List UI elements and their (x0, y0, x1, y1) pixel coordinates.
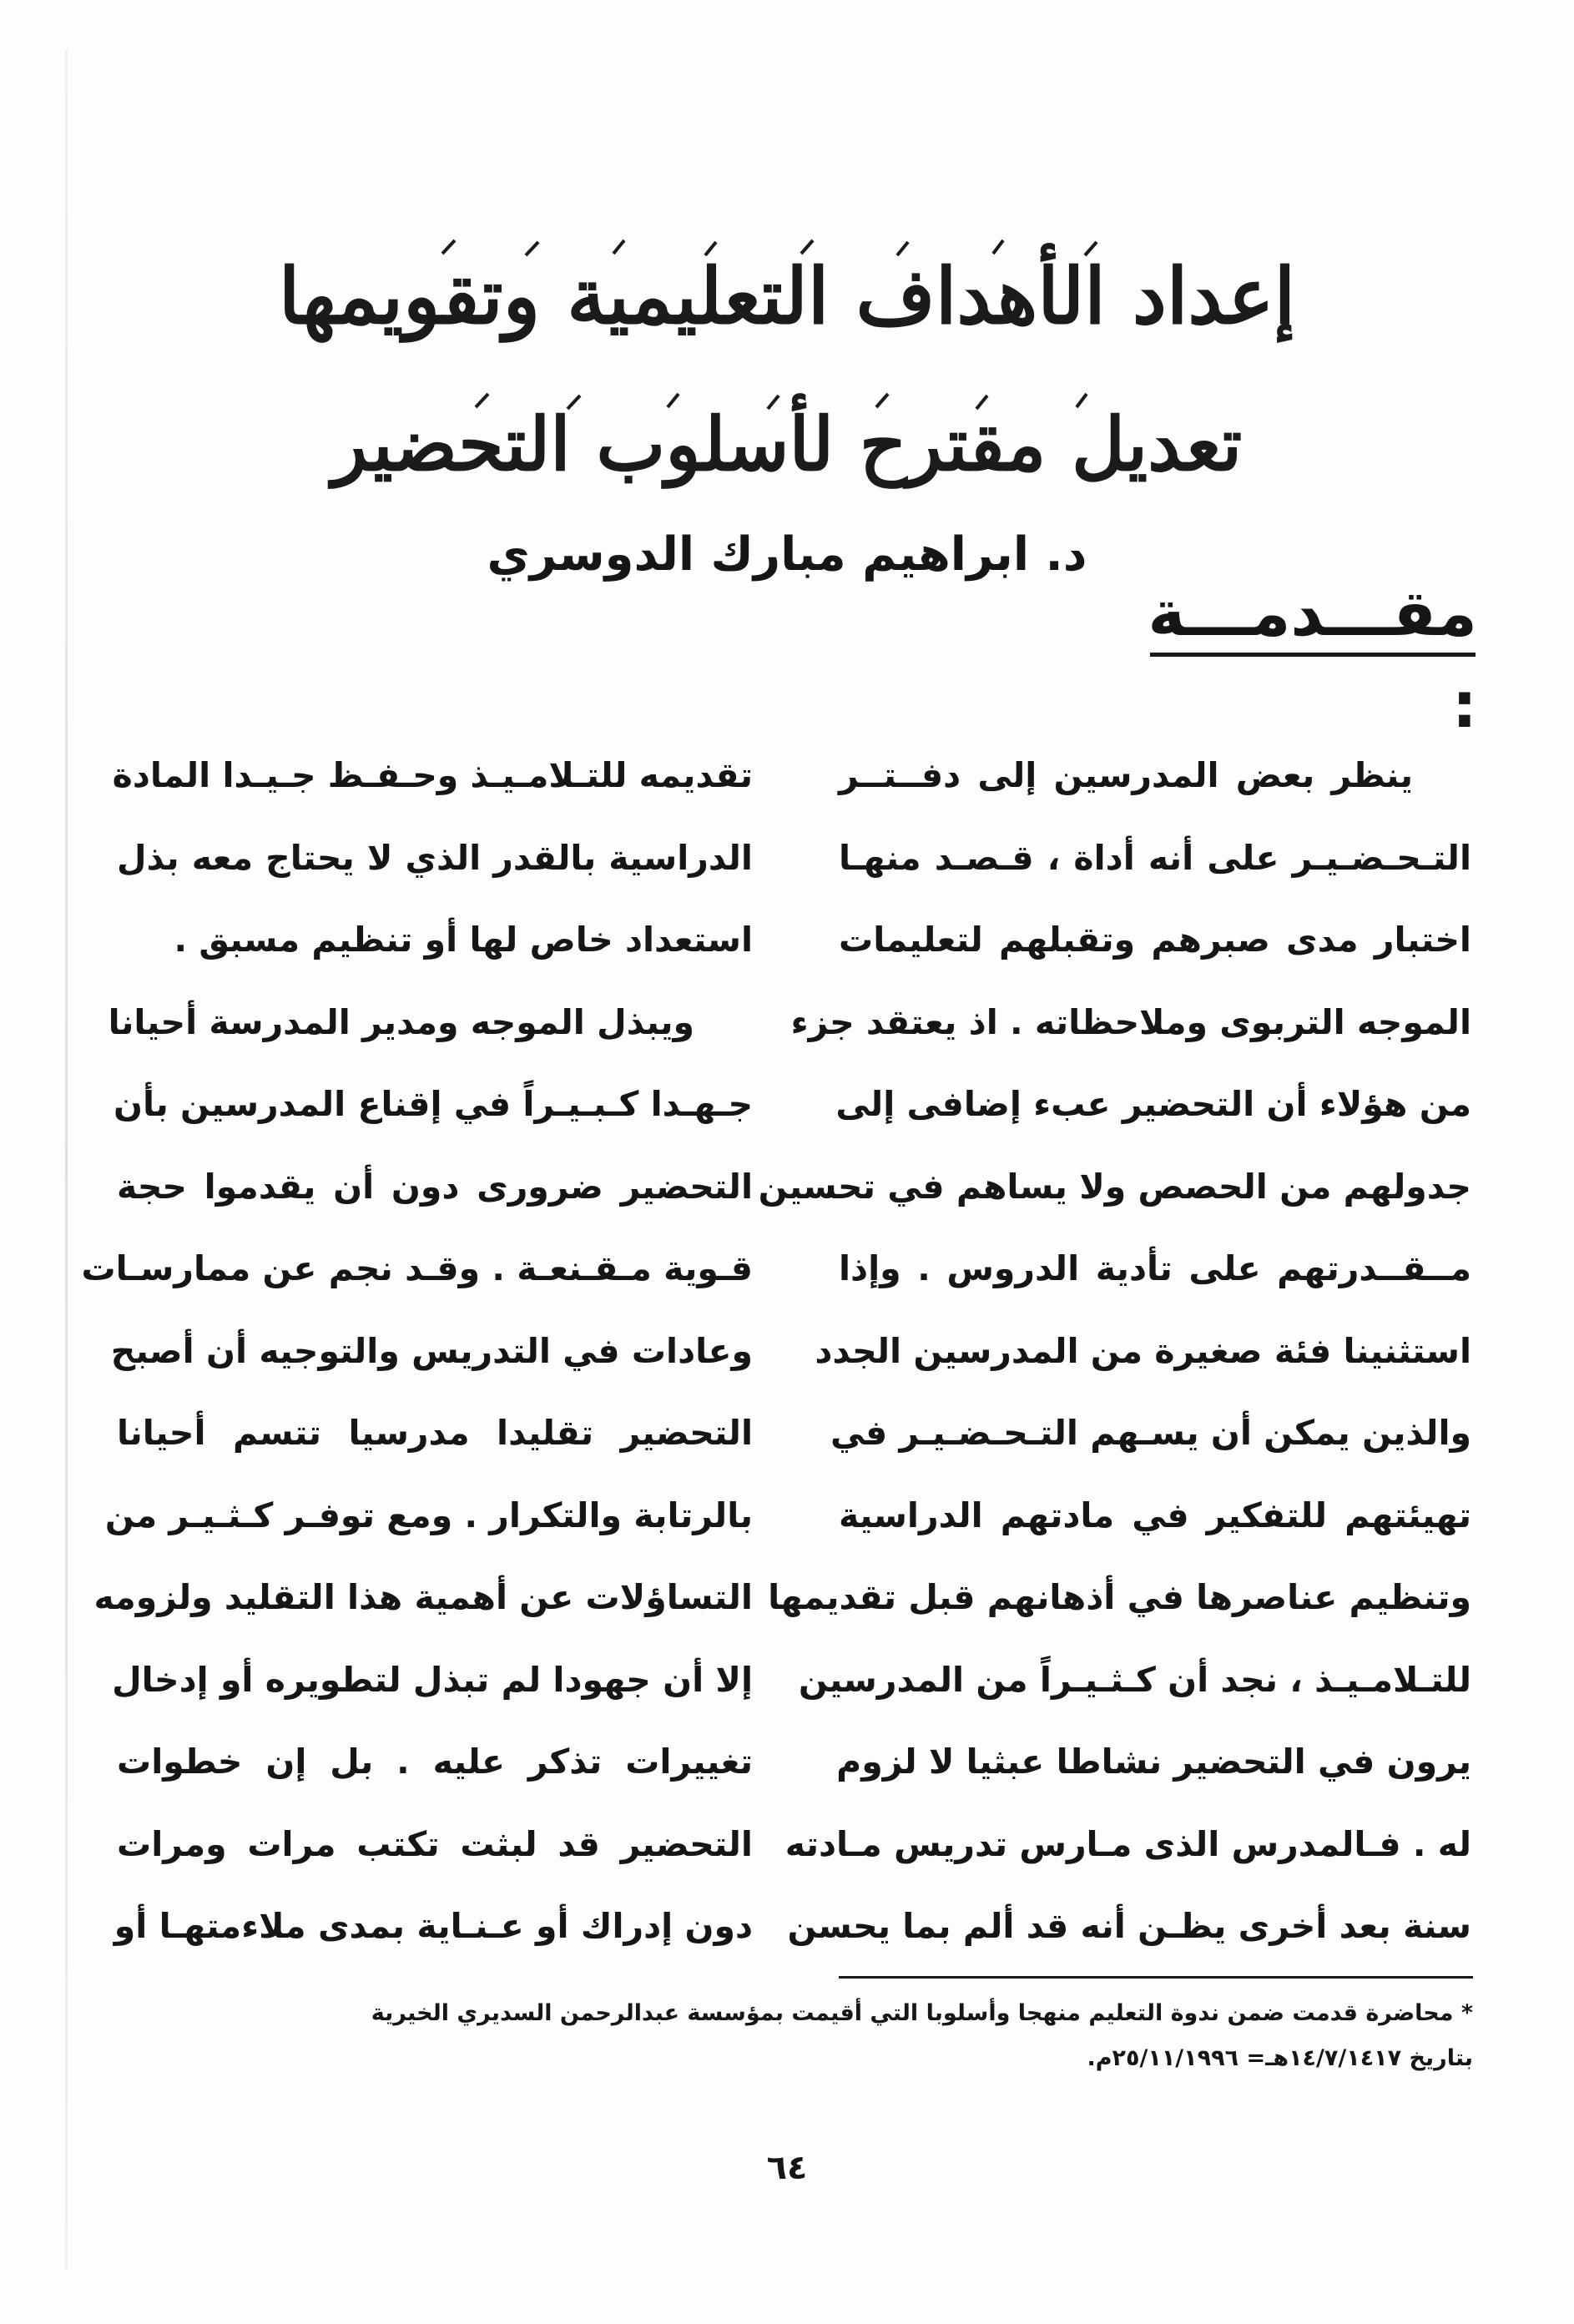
article-title-line-1: إعداد الأهداف التعليمية وتقويمها (278, 251, 1296, 341)
body-line: دون إدراك أو عـنـاية بمدى ملاءمتهـا أو (114, 1906, 753, 1946)
footnote-separator (839, 1976, 1473, 1979)
body-line: تغييرات تذكر عليه . بل إن خطوات (117, 1742, 753, 1782)
body-line: ينظر بعض المدرسين إلى دفــتــر (839, 755, 1413, 795)
body-line: التحضير قد لبثت تكتب مرات ومرات (117, 1823, 753, 1864)
body-line: وعادات في التدريس والتوجيه أن أصبح (110, 1330, 753, 1371)
body-line: ويبذل الموجه ومدير المدرسة أحيانا (108, 1001, 694, 1042)
section-heading-underline (1150, 653, 1476, 657)
body-line: التساؤلات عن أهمية هذا التقليد ولزومه (93, 1577, 753, 1617)
body-line: جدولهم من الحصص ولا يساهم في تحسين (758, 1166, 1471, 1207)
body-line: بالرتابة والتكرار . ومع توفـر كـثـيـر من (104, 1495, 753, 1535)
body-line: الدراسية بالقدر الذي لا يحتاج معه بذل (117, 837, 753, 878)
body-line: تهيئتهم للتفكير في مادتهم الدراسية (839, 1495, 1471, 1535)
article-title-line-2: تعديل مقترح لأسلوب التحضير (331, 401, 1243, 487)
body-line: التحضير ضرورى دون أن يقدموا حجة (117, 1166, 753, 1207)
body-line: له . فـالمدرس الذى مـارس تدريس مـادته (784, 1823, 1471, 1864)
footnote-line: * محاضرة قدمت ضمن ندوة التعليم منهجا وأسلوبا التي أقيمت بمؤسسة عبدالرحمن السديري الخيرية (371, 2000, 1473, 2026)
body-line: تقديمه للتـلامـيـذ وحـفـظ جـيـدا المادة (112, 755, 753, 795)
body-line: يرون في التحضير نشاطا عبثيا لا لزوم (836, 1742, 1471, 1782)
body-line: التحضير تقليدا مدرسيا تتسم أحيانا (117, 1413, 753, 1453)
section-heading-introduction: مقـــدمـــة : (1148, 576, 1477, 742)
body-line: سنة بعد أخرى يظـن أنه قد ألم بما يحسن (787, 1906, 1471, 1946)
body-line: جـهـدا كـبـيـراً في إقناع المدرسين بأن (114, 1084, 753, 1124)
body-line: مــقــدرتهم على تأدية الدروس . وإذا (839, 1248, 1471, 1288)
body-line: استثنينا فئة صغيرة من المدرسين الجدد (815, 1330, 1471, 1371)
body-line: الموجه التربوى وملاحظاته . اذ يعتقد جزء (790, 1001, 1471, 1042)
page-number: ٦٤ (766, 2149, 808, 2187)
footnote (359, 1991, 1473, 2081)
body-line: للتـلامـيـذ ، نجد أن كـثـيـراً من المدرسين (798, 1659, 1471, 1700)
body-line: اختبار مدى صبرهم وتقبلهم لتعليمات (839, 920, 1471, 960)
body-line: قـوية مـقـنعـة . وقـد نجم عن ممارسـات (81, 1248, 753, 1288)
footnote-line: بتاريخ ١٤/٧/١٤١٧هـ= ٢٥/١١/١٩٩٦م. (1087, 2045, 1473, 2071)
body-line: والذين يمكن أن يسـهم التـحـضـيـر في (830, 1413, 1471, 1453)
body-line: التـحـضـيـر على أنه أداة ، قـصـد منهـا (839, 837, 1471, 878)
body-line: إلا أن جهودا لم تبذل لتطويره أو إدخال (112, 1659, 753, 1700)
author-name: د. ابراهيم مبارك الدوسري (487, 527, 1087, 582)
body-line: استعداد خاص لها أو تنظيم مسبق . (174, 920, 753, 960)
text-column-left (81, 734, 753, 1968)
scan-shadow-edge (65, 50, 68, 2270)
body-line: وتنظيم عناصرها في أذهانهم قبل تقديمها (768, 1577, 1471, 1617)
text-column-right (758, 734, 1471, 1968)
body-line: من هؤلاء أن التحضير عبء إضافى إلى (835, 1084, 1471, 1124)
